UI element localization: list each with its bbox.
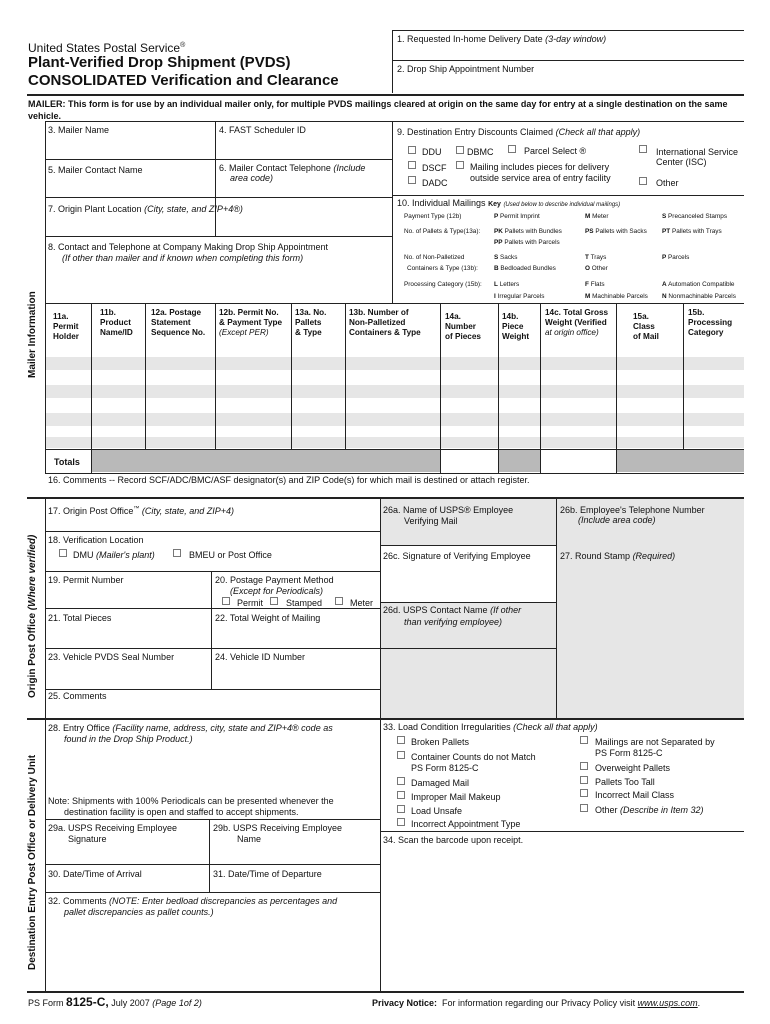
key-m: M Meter bbox=[585, 213, 609, 220]
key-nonpal-2: Containers & Type (13b): bbox=[407, 265, 478, 272]
load-unsafe-label: Load Unsafe bbox=[411, 806, 463, 816]
totals-label: Totals bbox=[54, 457, 80, 467]
field-28-note: found in the Drop Ship Product.) bbox=[64, 734, 193, 744]
isc-checkbox[interactable] bbox=[639, 145, 647, 153]
pallets-too-tall-checkbox[interactable] bbox=[580, 776, 588, 784]
key-automation: A Automation Compatible bbox=[662, 281, 735, 288]
field-23-label: 23. Vehicle PVDS Seal Number bbox=[48, 652, 175, 662]
field-19-label: 19. Permit Number bbox=[48, 575, 124, 585]
field-21-label: 21. Total Pieces bbox=[48, 613, 112, 623]
col-13a-header: 13a. No. Pallets & Type bbox=[295, 308, 327, 337]
key-irregular: I Irregular Parcels bbox=[494, 293, 545, 300]
field-1-label: 1. Requested In-home Delivery Date (3-day window) bbox=[397, 34, 607, 44]
field-27-label: 27. Round Stamp (Required) bbox=[560, 551, 676, 561]
periodicals-note: Note: Shipments with 100% Periodicals can be presented whenever the bbox=[48, 796, 334, 806]
col-13b-header: 13b. Number of Non-Palletized Containers & Type bbox=[349, 308, 421, 337]
table-row-shade-2 bbox=[46, 385, 744, 398]
origin-post-office-side-label: Origin Post Office (Where verified) bbox=[27, 534, 38, 698]
field-29a-label-2: Signature bbox=[68, 834, 107, 844]
field-20-note: (Except for Periodicals) bbox=[230, 586, 324, 596]
broken-pallets-label: Broken Pallets bbox=[411, 737, 470, 747]
meter-label: Meter bbox=[350, 598, 374, 608]
form-title-line1: Plant-Verified Drop Shipment (PVDS) bbox=[28, 54, 291, 71]
field-31-label: 31. Date/Time of Departure bbox=[213, 869, 322, 879]
periodicals-note-2: destination facility is open and staffed to accept shipments. bbox=[64, 807, 299, 817]
field-24-label: 24. Vehicle ID Number bbox=[215, 652, 306, 662]
mailer-information-side-label: Mailer Information bbox=[27, 291, 38, 378]
totals-blank-cell-3 bbox=[616, 450, 744, 472]
col-15a-header: 15a. Class of Mail bbox=[633, 312, 659, 341]
dscf-checkbox[interactable] bbox=[408, 161, 416, 169]
field-25-label: 25. Comments bbox=[48, 691, 107, 701]
container-counts-checkbox[interactable] bbox=[397, 751, 405, 759]
improper-makeup-checkbox[interactable] bbox=[397, 791, 405, 799]
key-pallets: No. of Pallets & Type(13a): bbox=[404, 228, 481, 235]
field-3-label: 3. Mailer Name bbox=[48, 125, 110, 135]
damaged-mail-checkbox[interactable] bbox=[397, 777, 405, 785]
key-pt: PT Pallets with Trays bbox=[662, 228, 722, 235]
form-number: PS Form 8125-C, July 2007 (Page 1of 2) bbox=[28, 995, 202, 1009]
load-unsafe-checkbox[interactable] bbox=[397, 805, 405, 813]
field-6-note: area code) bbox=[230, 173, 274, 183]
field-8-note: (If other than mailer and if known when completing this form) bbox=[62, 253, 304, 263]
key-nonpal: No. of Non-Palletized bbox=[404, 254, 465, 261]
permit-checkbox[interactable] bbox=[222, 597, 230, 605]
not-separated-checkbox[interactable] bbox=[580, 736, 588, 744]
ddu-checkbox[interactable] bbox=[408, 146, 416, 154]
incorrect-appointment-checkbox[interactable] bbox=[397, 818, 405, 826]
dbmc-label: DBMC bbox=[467, 147, 494, 157]
field-32-note: pallet discrepancies as pallet counts.) bbox=[64, 907, 214, 917]
other-irregularity-label: Other (Describe in Item 32) bbox=[595, 805, 704, 815]
key-trays: T Trays bbox=[585, 254, 607, 261]
key-p: P Permit Imprint bbox=[494, 213, 540, 220]
key-pk: PK Pallets with Bundles bbox=[494, 228, 562, 235]
agency-name: United States Postal Service® bbox=[28, 41, 186, 55]
field-22-label: 22. Total Weight of Mailing bbox=[215, 613, 321, 623]
destination-side-label: Destination Entry Post Office or Delivery Unit bbox=[27, 754, 38, 970]
key-flats: F Flats bbox=[585, 281, 605, 288]
incorrect-class-label: Incorrect Mail Class bbox=[595, 790, 675, 800]
key-pp: PP Pallets with Parcels bbox=[494, 239, 560, 246]
table-row-shade-1 bbox=[46, 357, 744, 370]
field-20-label: 20. Postage Payment Method bbox=[215, 575, 334, 585]
not-separated-label-2: PS Form 8125-C bbox=[595, 748, 663, 758]
damaged-mail-label: Damaged Mail bbox=[411, 778, 470, 788]
other-checkbox[interactable] bbox=[639, 177, 647, 185]
outside-area-checkbox[interactable] bbox=[456, 161, 464, 169]
col-14b-header: 14b. Piece Weight bbox=[502, 312, 530, 341]
field-29b-label: 29b. USPS Receiving Employee bbox=[213, 823, 343, 833]
field-26a-label-2: Verifying Mail bbox=[404, 516, 458, 526]
form-title-line2: CONSOLIDATED Verification and Clearance bbox=[28, 72, 339, 89]
field-6-label: 6. Mailer Contact Telephone (Include bbox=[219, 163, 366, 173]
parcel-select-checkbox[interactable] bbox=[508, 145, 516, 153]
improper-makeup-label: Improper Mail Makeup bbox=[411, 792, 501, 802]
dbmc-checkbox[interactable] bbox=[456, 146, 464, 154]
field-26c-label: 26c. Signature of Verifying Employee bbox=[383, 551, 531, 561]
table-row-shade-3 bbox=[46, 413, 744, 426]
field-34-label: 34. Scan the barcode upon receipt. bbox=[383, 835, 524, 845]
overweight-pallets-label: Overweight Pallets bbox=[595, 763, 671, 773]
overweight-pallets-checkbox[interactable] bbox=[580, 762, 588, 770]
col-14a-header: 14a. Number of Pieces bbox=[445, 312, 481, 341]
key-parcels: P Parcels bbox=[662, 254, 690, 261]
field-26d-label: 26d. USPS Contact Name (If other bbox=[383, 605, 522, 615]
field-7-label: 7. Origin Plant Location (City, state, and ZIP+4®) bbox=[48, 204, 243, 214]
dadc-checkbox[interactable] bbox=[408, 176, 416, 184]
key-payment-type: Payment Type (12b) bbox=[404, 213, 462, 220]
field-18-label: 18. Verification Location bbox=[48, 535, 144, 545]
field-4-label: 4. FAST Scheduler ID bbox=[219, 125, 306, 135]
col-14c-header: 14c. Total Gross Weight (Verified at origin office) bbox=[545, 308, 609, 337]
field-33-label: 33. Load Condition Irregularities (Check all that apply) bbox=[383, 722, 598, 732]
col-12a-header: 12a. Postage Statement Sequence No. bbox=[151, 308, 206, 337]
field-17-label: 17. Origin Post Office™ (City, state, and ZIP+4) bbox=[48, 506, 235, 516]
dmu-label: DMU (Mailer's plant) bbox=[73, 550, 155, 560]
bmeu-label: BMEU or Post Office bbox=[189, 550, 272, 560]
field-29b-label-2: Name bbox=[237, 834, 262, 844]
container-counts-label-2: PS Form 8125-C bbox=[411, 763, 479, 773]
field-26b-label: 26b. Employee's Telephone Number bbox=[560, 505, 705, 515]
field-26d-note: than verifying employee) bbox=[404, 617, 503, 627]
field-26b-note: (Include area code) bbox=[578, 515, 656, 525]
field-29a-label: 29a. USPS Receiving Employee bbox=[48, 823, 178, 833]
dadc-label: DADC bbox=[422, 178, 448, 188]
stamped-checkbox[interactable] bbox=[270, 597, 278, 605]
totals-blank-cell-1 bbox=[92, 450, 440, 472]
container-counts-label: Container Counts do not Match bbox=[411, 752, 536, 762]
field-9-label: 9. Destination Entry Discounts Claimed (Check all that apply) bbox=[397, 127, 641, 137]
outside-area-label-2: outside service area of entry facility bbox=[470, 173, 611, 183]
usps-link[interactable]: www.usps.com bbox=[637, 998, 698, 1008]
not-separated-label: Mailings are not Separated by bbox=[595, 737, 715, 747]
key-other: O Other bbox=[585, 265, 608, 272]
mailer-note: MAILER: This form is for use by an individual mailer only, for multiple PVDS mailings cleared at origin on the same day for entry at a single destination on the same vehicle. bbox=[28, 99, 728, 121]
field-32-label: 32. Comments (NOTE: Enter bedload discrepancies as percentages and bbox=[48, 896, 338, 906]
table-row-shade-4 bbox=[46, 437, 744, 448]
col-11b-header: 11b. Product Name/ID bbox=[100, 308, 133, 337]
field-2-label: 2. Drop Ship Appointment Number bbox=[397, 64, 535, 74]
other-label: Other bbox=[656, 178, 679, 188]
meter-checkbox[interactable] bbox=[335, 597, 343, 605]
isc-label-2: Center (ISC) bbox=[656, 157, 707, 167]
key-machinable: M Machinable Parcels bbox=[585, 293, 648, 300]
pallets-too-tall-label: Pallets Too Tall bbox=[595, 777, 655, 787]
dmu-checkbox[interactable] bbox=[59, 549, 67, 557]
col-15b-header: 15b. Processing Category bbox=[688, 308, 733, 337]
privacy-notice: Privacy Notice: For information regarding our Privacy Policy visit www.usps.com. bbox=[372, 998, 701, 1008]
broken-pallets-checkbox[interactable] bbox=[397, 736, 405, 744]
key-bedloaded: B Bedloaded Bundles bbox=[494, 265, 556, 272]
incorrect-appointment-label: Incorrect Appointment Type bbox=[411, 819, 521, 829]
key-letters: L Letters bbox=[494, 281, 520, 288]
outside-area-label: Mailing includes pieces for delivery bbox=[470, 162, 610, 172]
incorrect-class-checkbox[interactable] bbox=[580, 789, 588, 797]
origin-usps-shade-2 bbox=[556, 545, 744, 718]
isc-label: International Service bbox=[656, 147, 739, 157]
totals-blank-cell-2 bbox=[498, 450, 540, 472]
ddu-label: DDU bbox=[422, 147, 442, 157]
other-irregularity-checkbox[interactable] bbox=[580, 804, 588, 812]
key-nonmachinable: N Nonmachinable Parcels bbox=[662, 293, 736, 300]
permit-label: Permit bbox=[237, 598, 264, 608]
field-8-label: 8. Contact and Telephone at Company Making Drop Ship Appointment bbox=[48, 242, 329, 252]
stamped-label: Stamped bbox=[286, 598, 323, 608]
key-sacks: S Sacks bbox=[494, 254, 518, 261]
field-30-label: 30. Date/Time of Arrival bbox=[48, 869, 142, 879]
dscf-label: DSCF bbox=[422, 163, 447, 173]
col-11a-header: 11a. Permit Holder bbox=[53, 312, 79, 341]
field-16-label: 16. Comments -- Record SCF/ADC/BMC/ASF designator(s) and ZIP Code(s) for which mail is destined or attach register. bbox=[48, 475, 530, 485]
key-ps: PS Pallets with Sacks bbox=[585, 228, 647, 235]
key-s: S Precanceled Stamps bbox=[662, 213, 728, 220]
col-12b-header: 12b. Permit No. & Payment Type (Except PER) bbox=[219, 308, 283, 337]
key-processing: Processing Category (15b): bbox=[404, 281, 482, 288]
field-26a-label: 26a. Name of USPS® Employee bbox=[383, 505, 514, 515]
bmeu-checkbox[interactable] bbox=[173, 549, 181, 557]
field-28-label: 28. Entry Office (Facility name, address, city, state and ZIP+4® code as bbox=[48, 723, 333, 733]
field-5-label: 5. Mailer Contact Name bbox=[48, 165, 143, 175]
field-10-label: 10. Individual Mailings Key (Used below to describe individual mailings) bbox=[397, 198, 621, 208]
parcel-select-label: Parcel Select ® bbox=[524, 146, 587, 156]
